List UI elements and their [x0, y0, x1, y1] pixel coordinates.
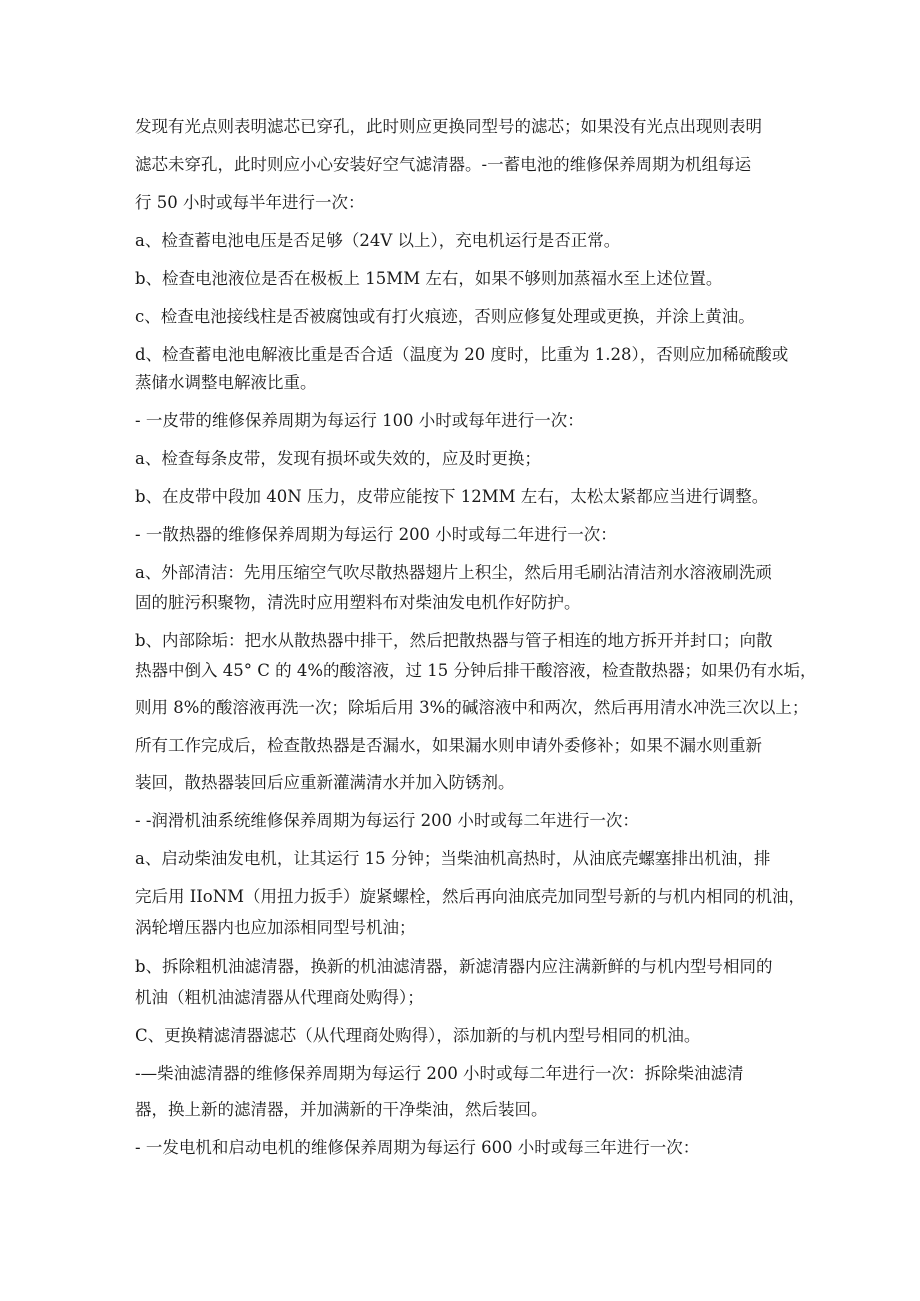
text-line: b、拆除粗机油滤清器，换新的机油滤清器，新滤清器内应注满新鲜的与机内型号相同的 — [135, 957, 773, 976]
text-line: a、检查蓄电池电压是否足够（24V 以上），充电机运行是否正常。 — [135, 231, 621, 250]
text-line: -—柴油滤清器的维修保养周期为每运行 200 小时或每二年进行一次：拆除柴油滤清 — [135, 1064, 744, 1083]
text-line: 器，换上新的滤清器，并加满新的干净柴油，然后装回。 — [135, 1100, 548, 1119]
text-line: b、内部除垢：把水从散热器中排干，然后把散热器与管子相连的地方拆开并封口；向散 — [135, 631, 773, 650]
text-line: - -润滑机油系统维修保养周期为每运行 200 小时或每二年进行一次： — [135, 811, 639, 830]
text-line: 所有工作完成后，检查散热器是否漏水，如果漏水则申请外委修补；如果不漏水则重新 — [135, 736, 762, 755]
text-line: 蒸储水调整电解液比重。 — [135, 373, 317, 392]
text-line: C、更换精滤清器滤芯（从代理商处购得），添加新的与机内型号相同的机油。 — [135, 1026, 701, 1045]
text-line: - 一皮带的维修保养周期为每运行 100 小时或每年进行一次： — [135, 411, 584, 430]
text-line: a、检查每条皮带，发现有损坏或失效的，应及时更换； — [135, 449, 541, 468]
text-line: a、外部清洁：先用压缩空气吹尽散热器翅片上积尘，然后用毛刷沾清洁剂水溶液刷洗顽 — [135, 563, 772, 582]
text-line: 涡轮增压器内也应加添相同型号机油； — [135, 918, 416, 937]
text-line: 完后用 IIoNM（用扭力扳手）旋紧螺栓，然后再向油底壳加同型号新的与机内相同的机油， — [135, 887, 806, 906]
text-line: 行 50 小时或每半年进行一次： — [135, 193, 365, 212]
text-line: b、检查电池液位是否在极板上 15MM 左右，如果不够则加蒸福水至上述位置。 — [135, 269, 723, 288]
text-line: 则用 8%的酸溶液再洗一次；除垢后用 3%的碱溶液中和两次，然后再用清水冲洗三次以上； — [135, 698, 809, 717]
text-line: - 一散热器的维修保养周期为每运行 200 小时或每二年进行一次： — [135, 525, 617, 544]
text-line: 发现有光点则表明滤芯已穿孔，此时则应更换同型号的滤芯；如果没有光点出现则表明 — [135, 117, 762, 136]
text-line: 滤芯未穿孔，此时则应小心安装好空气滤清器。-一蓄电池的维修保养周期为机组每运 — [135, 155, 752, 174]
text-line: a、启动柴油发电机，让其运行 15 分钟；当柴油机高热时，从油底壳螺塞排出机油，排 — [135, 849, 771, 868]
text-line: d、检查蓄电池电解液比重是否合适（温度为 20 度时，比重为 1.28），否则应加稀硫酸或 — [135, 345, 789, 364]
text-line: b、在皮带中段加 40N 压力，皮带应能按下 12MM 左右，太松太紧都应当进行调整。 — [135, 487, 769, 506]
text-line: 固的脏污积聚物，清洗时应用塑料布对柴油发电机作好防护。 — [135, 593, 581, 612]
text-line: 装回，散热器装回后应重新灌满清水并加入防锈剂。 — [135, 773, 515, 792]
text-line: - 一发电机和启动电机的维修保养周期为每运行 600 小时或每三年进行一次： — [135, 1138, 700, 1157]
text-line: c、检查电池接线柱是否被腐蚀或有打火痕迹，否则应修复处理或更换，并涂上黄油。 — [135, 307, 755, 326]
text-line: 热器中倒入 45° C 的 4%的酸溶液，过 15 分钟后排干酸溶液，检查散热器；如果仍有水垢， — [135, 661, 817, 680]
text-line: 机油（粗机油滤清器从代理商处购得）； — [135, 988, 424, 1007]
